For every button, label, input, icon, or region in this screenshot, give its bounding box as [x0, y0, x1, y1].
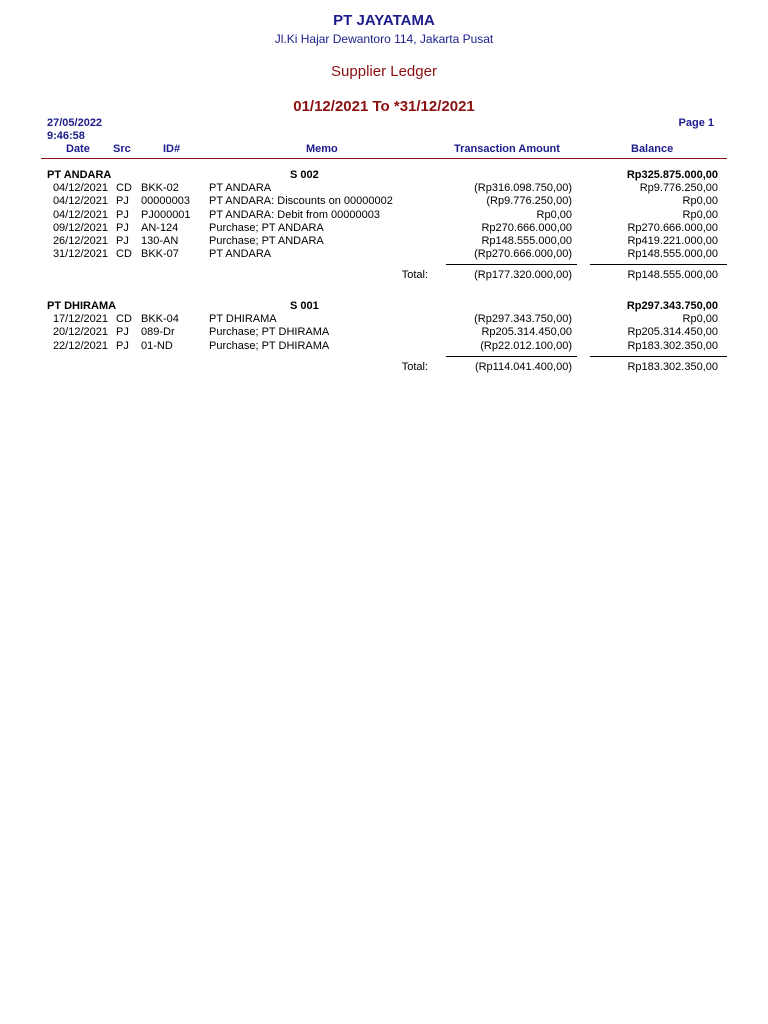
- transaction-balance: Rp9.776.250,00: [639, 182, 718, 195]
- transaction-amount: (Rp22.012.100,00): [480, 339, 572, 352]
- print-date: 27/05/2022: [47, 117, 103, 129]
- transaction-amount: Rp148.555.000,00: [481, 235, 572, 247]
- transaction-balance: Rp419.221.000,00: [627, 235, 718, 247]
- transaction-source: PJ: [116, 208, 129, 221]
- transaction-balance: Rp183.302.350,00: [627, 339, 718, 352]
- transaction-source: PJ: [116, 195, 129, 208]
- header-divider: [41, 158, 727, 159]
- transaction-amount: (Rp316.098.750,00): [474, 182, 572, 195]
- transaction-memo: PT ANDARA: [209, 248, 272, 261]
- report-period: 01/12/2021 To *31/12/2021: [293, 98, 475, 115]
- total-balance: Rp148.555.000,00: [627, 269, 718, 282]
- total-label: Total:: [401, 269, 428, 282]
- column-header-date: Date: [66, 143, 90, 155]
- transaction-date: 09/12/2021: [52, 221, 108, 234]
- transaction-balance: Rp0,00: [682, 313, 718, 326]
- supplier-code: S 001: [290, 300, 319, 312]
- supplier-group-header: [0, 169, 768, 182]
- table-row: [0, 340, 768, 353]
- transaction-source: PJ: [116, 339, 129, 352]
- transaction-id: 00000003: [141, 195, 190, 208]
- table-row: [0, 313, 768, 326]
- column-header-balance: Balance: [631, 143, 674, 155]
- transaction-date: 31/12/2021: [52, 248, 108, 261]
- transaction-date: 04/12/2021: [52, 195, 108, 208]
- transaction-date: 26/12/2021: [52, 235, 108, 247]
- total-amount: (Rp114.041.400,00): [474, 360, 572, 373]
- report-title: Supplier Ledger: [331, 63, 437, 80]
- transaction-memo: Purchase; PT DHIRAMA: [209, 339, 330, 352]
- transaction-memo: Purchase; PT ANDARA: [209, 221, 324, 234]
- transaction-balance: Rp270.666.000,00: [627, 221, 718, 234]
- page-number: Page 1: [678, 117, 714, 129]
- table-row: [0, 248, 768, 261]
- company-name: PT JAYATAMA: [333, 12, 435, 29]
- opening-balance: Rp297.343.750,00: [626, 300, 718, 312]
- total-label: Total:: [401, 360, 428, 373]
- transaction-memo: PT ANDARA: Debit from 00000003: [209, 208, 380, 221]
- transaction-source: PJ: [116, 221, 129, 234]
- transaction-date: 20/12/2021: [52, 326, 108, 339]
- transaction-memo: Purchase; PT DHIRAMA: [209, 326, 330, 339]
- column-header-id: ID#: [163, 143, 181, 155]
- table-row: [0, 222, 768, 235]
- transaction-source: CD: [116, 182, 132, 195]
- transaction-source: CD: [116, 248, 132, 261]
- total-balance-rule: [590, 264, 727, 265]
- transaction-source: CD: [116, 313, 132, 326]
- table-row: [0, 235, 768, 248]
- supplier-total-row: [0, 361, 768, 374]
- total-balance-rule: [590, 356, 727, 357]
- print-time: 9:46:58: [47, 130, 85, 142]
- total-balance: Rp183.302.350,00: [627, 360, 718, 373]
- transaction-amount: (Rp297.343.750,00): [474, 313, 572, 326]
- transaction-amount: Rp0,00: [536, 208, 572, 221]
- transaction-amount: Rp270.666.000,00: [481, 221, 572, 234]
- supplier-group-header: [0, 300, 768, 313]
- transaction-source: PJ: [116, 235, 129, 247]
- table-row: [0, 195, 768, 208]
- supplier-name: PT ANDARA: [47, 169, 112, 181]
- column-header-src: Src: [113, 143, 131, 155]
- transaction-id: BKK-04: [141, 313, 179, 326]
- transaction-id: BKK-07: [141, 248, 179, 261]
- transaction-memo: PT DHIRAMA: [209, 313, 277, 326]
- transaction-date: 04/12/2021: [52, 182, 108, 195]
- transaction-id: PJ000001: [141, 208, 191, 221]
- column-header-amount: Transaction Amount: [454, 143, 560, 155]
- supplier-total-row: [0, 269, 768, 282]
- transaction-memo: PT ANDARA: [209, 182, 272, 195]
- transaction-amount: (Rp270.666.000,00): [474, 248, 572, 261]
- transaction-balance: Rp205.314.450,00: [627, 326, 718, 339]
- transaction-id: 130-AN: [141, 235, 179, 247]
- transaction-date: 17/12/2021: [52, 313, 108, 326]
- supplier-code: S 002: [290, 169, 319, 181]
- transaction-source: PJ: [116, 326, 129, 339]
- column-header-memo: Memo: [306, 143, 338, 155]
- transaction-date: 04/12/2021: [52, 208, 108, 221]
- opening-balance: Rp325.875.000,00: [626, 169, 718, 181]
- transaction-amount: Rp205.314.450,00: [481, 326, 572, 339]
- transaction-id: AN-124: [141, 221, 179, 234]
- transaction-id: BKK-02: [141, 182, 179, 195]
- total-amount-rule: [446, 264, 577, 265]
- supplier-name: PT DHIRAMA: [47, 300, 117, 312]
- total-amount-rule: [446, 356, 577, 357]
- transaction-balance: Rp0,00: [682, 208, 718, 221]
- table-row: [0, 209, 768, 222]
- transaction-id: 089-Dr: [141, 326, 175, 339]
- transaction-id: 01-ND: [141, 339, 173, 352]
- total-amount: (Rp177.320.000,00): [474, 269, 572, 282]
- transaction-memo: PT ANDARA: Discounts on 00000002: [209, 195, 393, 208]
- transaction-date: 22/12/2021: [52, 339, 108, 352]
- transaction-memo: Purchase; PT ANDARA: [209, 235, 324, 247]
- table-row: [0, 182, 768, 195]
- transaction-balance: Rp148.555.000,00: [627, 248, 718, 261]
- table-row: [0, 326, 768, 339]
- transaction-balance: Rp0,00: [682, 195, 718, 208]
- company-address: Jl.Ki Hajar Dewantoro 114, Jakarta Pusat: [274, 32, 494, 46]
- transaction-amount: (Rp9.776.250,00): [486, 195, 572, 208]
